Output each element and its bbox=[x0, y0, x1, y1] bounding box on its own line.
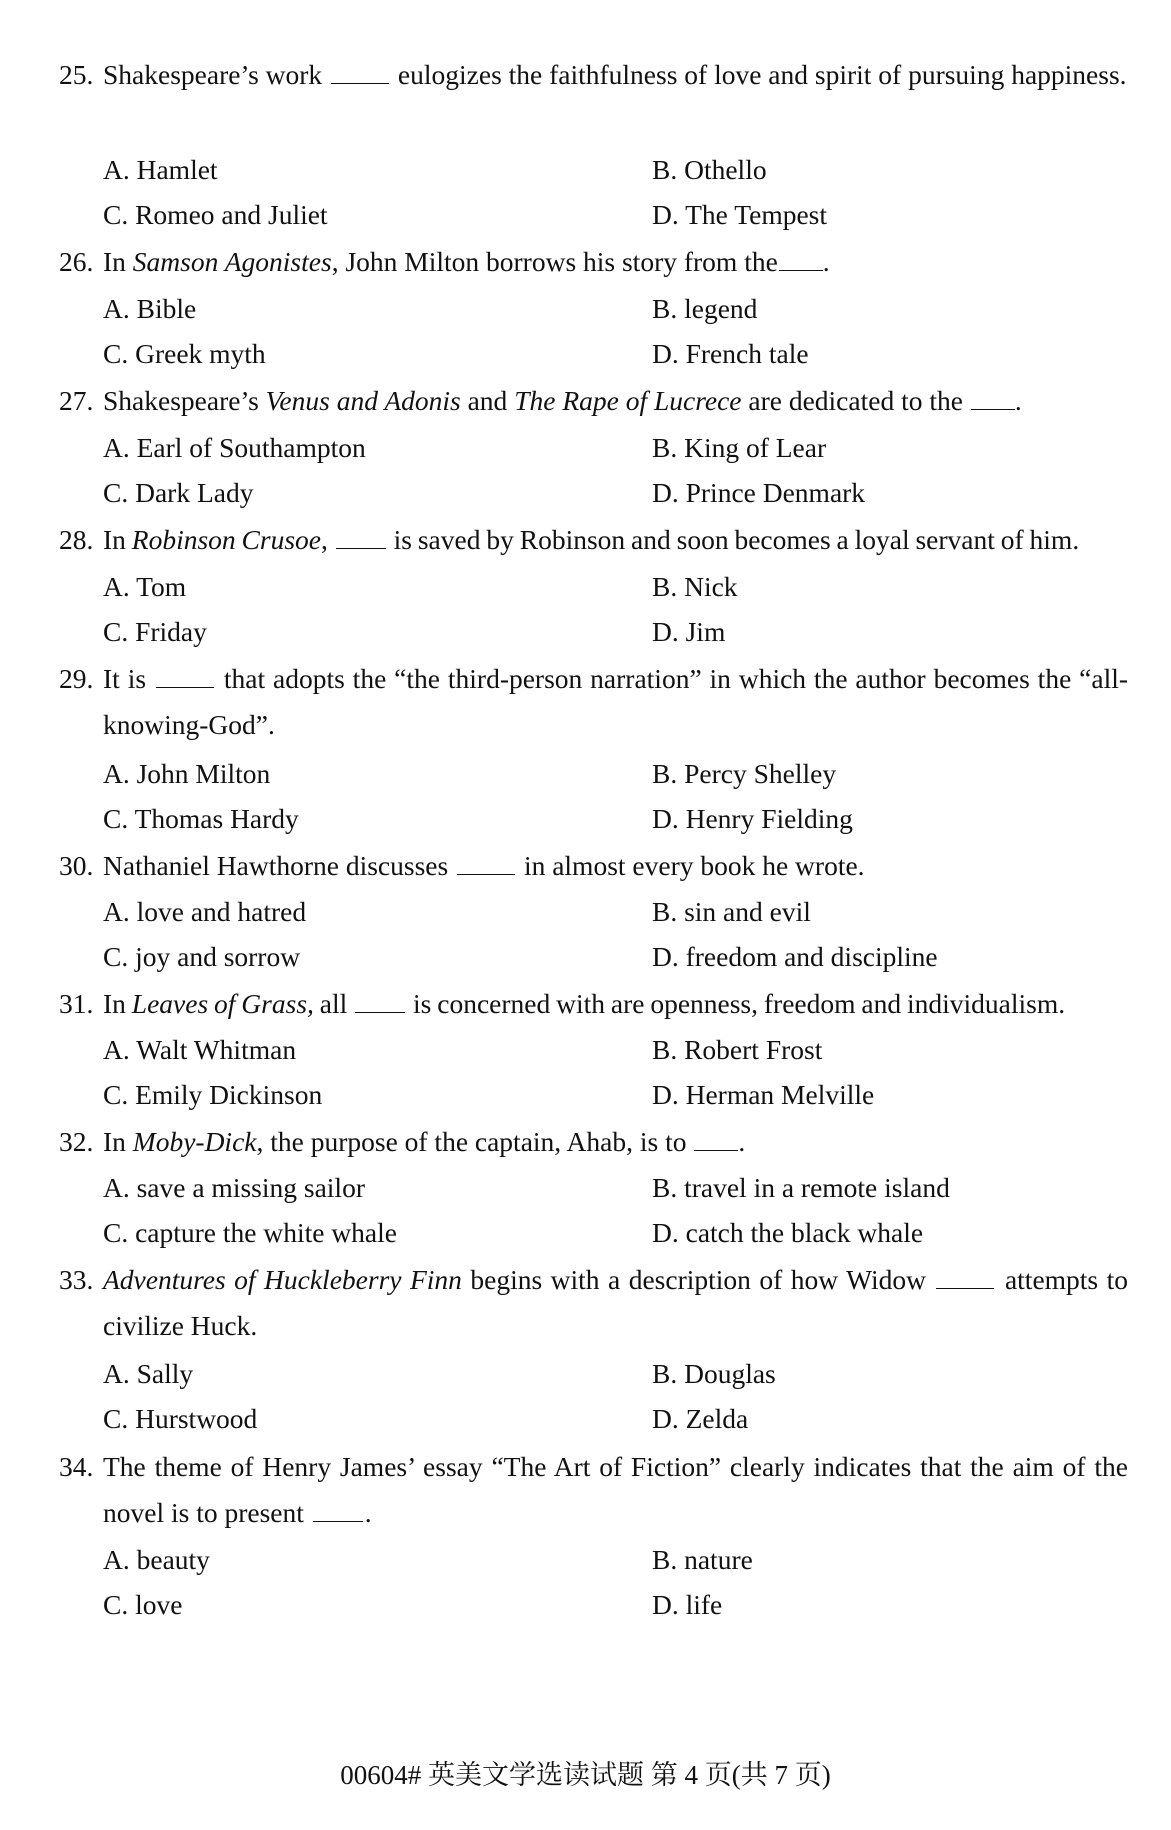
option-d: D. Henry Fielding bbox=[652, 803, 853, 834]
question-stem: 27. Shakespeare’s Venus and Adonis and The Rape of Lucrece are dedicated to the . bbox=[103, 378, 1128, 424]
option-a: A. Bible bbox=[103, 293, 197, 324]
option-c: C. Hurstwood bbox=[103, 1403, 258, 1434]
question-number: 31. bbox=[59, 988, 94, 1019]
option-b: B. King of Lear bbox=[652, 432, 827, 463]
option-c: C. Thomas Hardy bbox=[103, 803, 299, 834]
answer-blank bbox=[313, 1497, 363, 1522]
answer-blank bbox=[936, 1264, 994, 1289]
option-a: A. Tom bbox=[103, 571, 187, 602]
answer-blank bbox=[336, 524, 386, 549]
option-a: A. Walt Whitman bbox=[103, 1034, 297, 1065]
question-number: 25. bbox=[59, 59, 94, 90]
option-c: C. Romeo and Juliet bbox=[103, 199, 328, 230]
page-footer: 00604# 英美文学选读试题 第 4 页(共 7 页) bbox=[340, 1760, 831, 1790]
question-stem: 29. It is that adopts the “the third-person narration” in which the author becomes the “all-knowing-God”. bbox=[103, 656, 1128, 748]
question-stem: 33. Adventures of Huckleberry Finn begins with a description of how Widow attempts to civilize Huck. bbox=[103, 1257, 1128, 1349]
option-c: C. joy and sorrow bbox=[103, 941, 301, 972]
option-c: C. love bbox=[103, 1589, 183, 1620]
question-number: 30. bbox=[59, 850, 94, 881]
question-stem: 31. In Leaves of Grass, all is concerned with are openness, freedom and individualism. bbox=[103, 981, 1128, 1027]
option-a: A. love and hatred bbox=[103, 896, 307, 927]
option-b: B. Robert Frost bbox=[652, 1034, 823, 1065]
question-number: 26. bbox=[59, 246, 94, 277]
answer-blank bbox=[156, 663, 214, 688]
answer-blank bbox=[971, 385, 1015, 410]
option-b: B. Othello bbox=[652, 154, 767, 185]
question-stem: 34. The theme of Henry James’ essay “The Art of Fiction” clearly indicates that the aim of the novel is to present . bbox=[103, 1444, 1128, 1536]
question-number: 33. bbox=[59, 1264, 94, 1295]
question-stem: 26. In Samson Agonistes, John Milton borrows his story from the . bbox=[103, 239, 1128, 285]
option-a: A. Hamlet bbox=[103, 154, 218, 185]
option-a: A. Sally bbox=[103, 1358, 194, 1389]
question-stem: 25. Shakespeare’s work eulogizes the faithfulness of love and spirit of pursuing happiness. bbox=[103, 52, 1128, 98]
answer-blank bbox=[331, 59, 389, 84]
option-b: B. Nick bbox=[652, 571, 738, 602]
option-d: D. life bbox=[652, 1589, 723, 1620]
option-a: A. Earl of Southampton bbox=[103, 432, 366, 463]
option-d: D. Jim bbox=[652, 616, 726, 647]
option-d: D. Herman Melville bbox=[652, 1079, 875, 1110]
option-b: B. nature bbox=[652, 1544, 753, 1575]
option-d: D. The Tempest bbox=[652, 199, 828, 230]
option-c: C. Emily Dickinson bbox=[103, 1079, 323, 1110]
question-stem: 28. In Robinson Crusoe, is saved by Robinson and soon becomes a loyal servant of him. bbox=[103, 517, 1128, 563]
question-number: 27. bbox=[59, 385, 94, 416]
answer-blank bbox=[355, 988, 405, 1013]
question-number: 34. bbox=[59, 1451, 94, 1482]
question-stem: 32. In Moby-Dick, the purpose of the captain, Ahab, is to . bbox=[103, 1119, 1128, 1165]
answer-blank bbox=[779, 246, 823, 271]
option-b: B. Douglas bbox=[652, 1358, 776, 1389]
option-d: D. Prince Denmark bbox=[652, 477, 866, 508]
question-number: 32. bbox=[59, 1126, 94, 1157]
option-a: A. John Milton bbox=[103, 758, 271, 789]
option-d: D. freedom and discipline bbox=[652, 941, 938, 972]
option-a: A. beauty bbox=[103, 1544, 210, 1575]
answer-blank bbox=[694, 1126, 738, 1151]
option-c: C. capture the white whale bbox=[103, 1217, 397, 1248]
option-c: C. Friday bbox=[103, 616, 207, 647]
option-d: D. French tale bbox=[652, 338, 809, 369]
answer-blank bbox=[457, 850, 515, 875]
option-b: B. sin and evil bbox=[652, 896, 811, 927]
option-b: B. legend bbox=[652, 293, 758, 324]
option-c: C. Dark Lady bbox=[103, 477, 254, 508]
question-stem: 30. Nathaniel Hawthorne discusses in almost every book he wrote. bbox=[103, 843, 1128, 889]
option-a: A. save a missing sailor bbox=[103, 1172, 365, 1203]
question-number: 29. bbox=[59, 663, 94, 694]
question-number: 28. bbox=[59, 524, 94, 555]
option-d: D. Zelda bbox=[652, 1403, 749, 1434]
option-b: B. travel in a remote island bbox=[652, 1172, 950, 1203]
option-d: D. catch the black whale bbox=[652, 1217, 924, 1248]
option-c: C. Greek myth bbox=[103, 338, 266, 369]
option-b: B. Percy Shelley bbox=[652, 758, 837, 789]
